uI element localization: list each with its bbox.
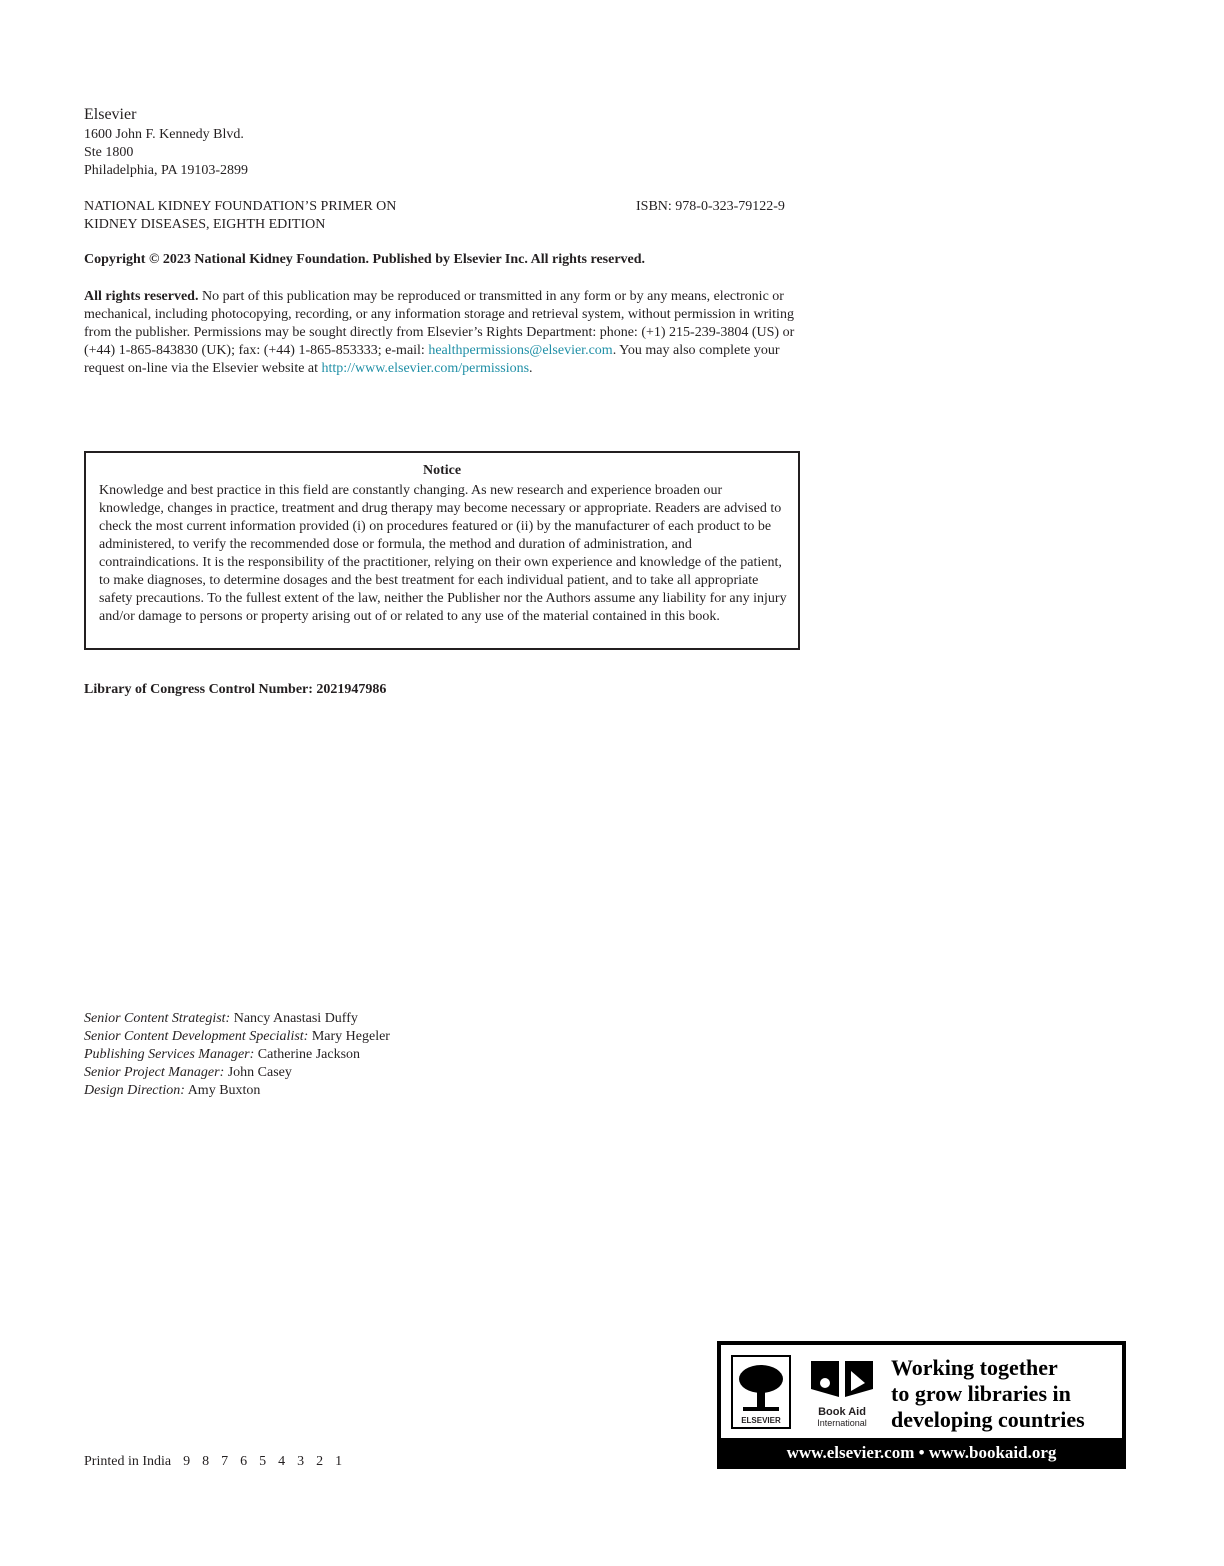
bookaid-mark-icon: [807, 1357, 877, 1403]
credit-role: Design Direction:: [84, 1083, 185, 1098]
bookaid-tagline: [891, 1355, 1085, 1433]
print-number: 3: [297, 1454, 305, 1469]
credit-role: Publishing Services Manager:: [84, 1047, 255, 1062]
rights-lead: All rights reserved.: [84, 289, 199, 304]
rights-text: . You may also complete your request on-line via the Elsevier website at: [84, 343, 780, 376]
credit-role: Senior Content Development Specialist:: [84, 1029, 309, 1044]
credit-role: Senior Content Strategist:: [84, 1011, 231, 1026]
address-line: 1600 John F. Kennedy Blvd.: [84, 127, 244, 142]
bookaid-logo-label: [807, 1407, 877, 1429]
address-line: Ste 1800: [84, 145, 134, 160]
credit-role: Senior Project Manager:: [84, 1065, 225, 1080]
notice-box: [84, 451, 800, 650]
print-run-numbers: [171, 1454, 342, 1469]
permissions-url-link[interactable]: http://www.elsevier.com/permissions: [321, 361, 530, 376]
print-number: 6: [240, 1454, 248, 1469]
tagline-line: Working together: [891, 1355, 1058, 1380]
bookaid-banner: [717, 1341, 1126, 1469]
tree-icon: [733, 1357, 789, 1417]
credit-person: Nancy Anastasi Duffy: [230, 1011, 358, 1026]
isbn: ISBN: 978-0-323-79122-9: [636, 199, 785, 214]
bookaid-label-line: International: [817, 1418, 867, 1428]
credit-line: [84, 1028, 390, 1046]
book-title: [84, 198, 396, 234]
rights-paragraph: [84, 288, 804, 378]
print-number: 2: [316, 1454, 324, 1469]
credit-person: Mary Hegeler: [308, 1029, 390, 1044]
credit-person: Amy Buxton: [184, 1083, 261, 1098]
publisher-name: Elsevier: [84, 106, 137, 123]
print-number: 4: [278, 1454, 286, 1469]
credit-person: Catherine Jackson: [254, 1047, 361, 1062]
copyright-line: Copyright © 2023 National Kidney Foundation. Published by Elsevier Inc. All rights reserved.: [84, 252, 646, 267]
notice-title: Notice: [422, 463, 462, 478]
print-number: 9: [183, 1454, 191, 1469]
book-title-line: NATIONAL KIDNEY FOUNDATION’S PRIMER ON: [84, 199, 397, 214]
bookaid-label-line: Book Aid: [818, 1406, 866, 1418]
credits-list: [84, 1010, 390, 1100]
tagline-line: developing countries: [891, 1407, 1085, 1432]
credit-line: [84, 1046, 390, 1064]
printing-line: [84, 1454, 342, 1470]
lccn: Library of Congress Control Number: 2021947986: [84, 682, 387, 697]
print-number: 5: [259, 1454, 267, 1469]
address-line: Philadelphia, PA 19103-2899: [84, 163, 248, 178]
print-number: 1: [335, 1454, 343, 1469]
elsevier-tree-logo: [731, 1355, 791, 1429]
elsevier-logo-label: ELSEVIER: [741, 1416, 781, 1425]
rights-text: .: [529, 361, 533, 376]
permissions-email-link[interactable]: healthpermissions@elsevier.com: [428, 343, 613, 358]
printed-label: Printed in India: [84, 1454, 172, 1469]
credit-line: [84, 1010, 390, 1028]
publisher-address: [84, 126, 248, 180]
notice-body: Knowledge and best practice in this field are constantly changing. As new research and experience broaden our knowledge, changes in practice, treatment and drug therapy may become necessary or appropriate. Readers are advised to check the most current information provided (i) on procedures featured or (ii) by the manufacturer of each product to be administered, to verify the recommended dose or formula, the method and duration of administration, and contraindications. It is the responsibility of the practitioner, relying on their own experience and knowledge of the patient, to make diagnoses, to determine dosages and the best treatment for each individual patient, and to take all appropriate safety precautions. To the fullest extent of the law, neither the Publisher nor the Authors assume any liability for any injury and/or damage to persons or property arising out of or related to any use of the material contained in this book.: [99, 483, 787, 624]
rights-text: No part of this publication may be reproduced or transmitted in any form or by any means, electronic or mechanical, including photocopying, recording, or any information storage and retrieval system, without permission in writing from the publisher. Permissions may be sought directly from Elsevier’s Rights Department: phone: (+1) 215-239-3804 (US) or (+44) 1-865-843830 (UK); fax: (+44) 1-865-853333; e-mail:: [84, 289, 795, 358]
bookaid-urls: www.elsevier.com • www.bookaid.org: [786, 1443, 1057, 1462]
credit-line: [84, 1082, 390, 1100]
bookaid-banner-inner: [721, 1345, 1122, 1438]
book-title-line: KIDNEY DISEASES, EIGHTH EDITION: [84, 217, 326, 232]
credit-person: John Casey: [224, 1065, 292, 1080]
print-number: 7: [221, 1454, 229, 1469]
bookaid-logo: [807, 1357, 877, 1429]
print-number: 8: [202, 1454, 210, 1469]
credit-line: [84, 1064, 390, 1082]
tagline-line: to grow libraries in: [891, 1381, 1071, 1406]
